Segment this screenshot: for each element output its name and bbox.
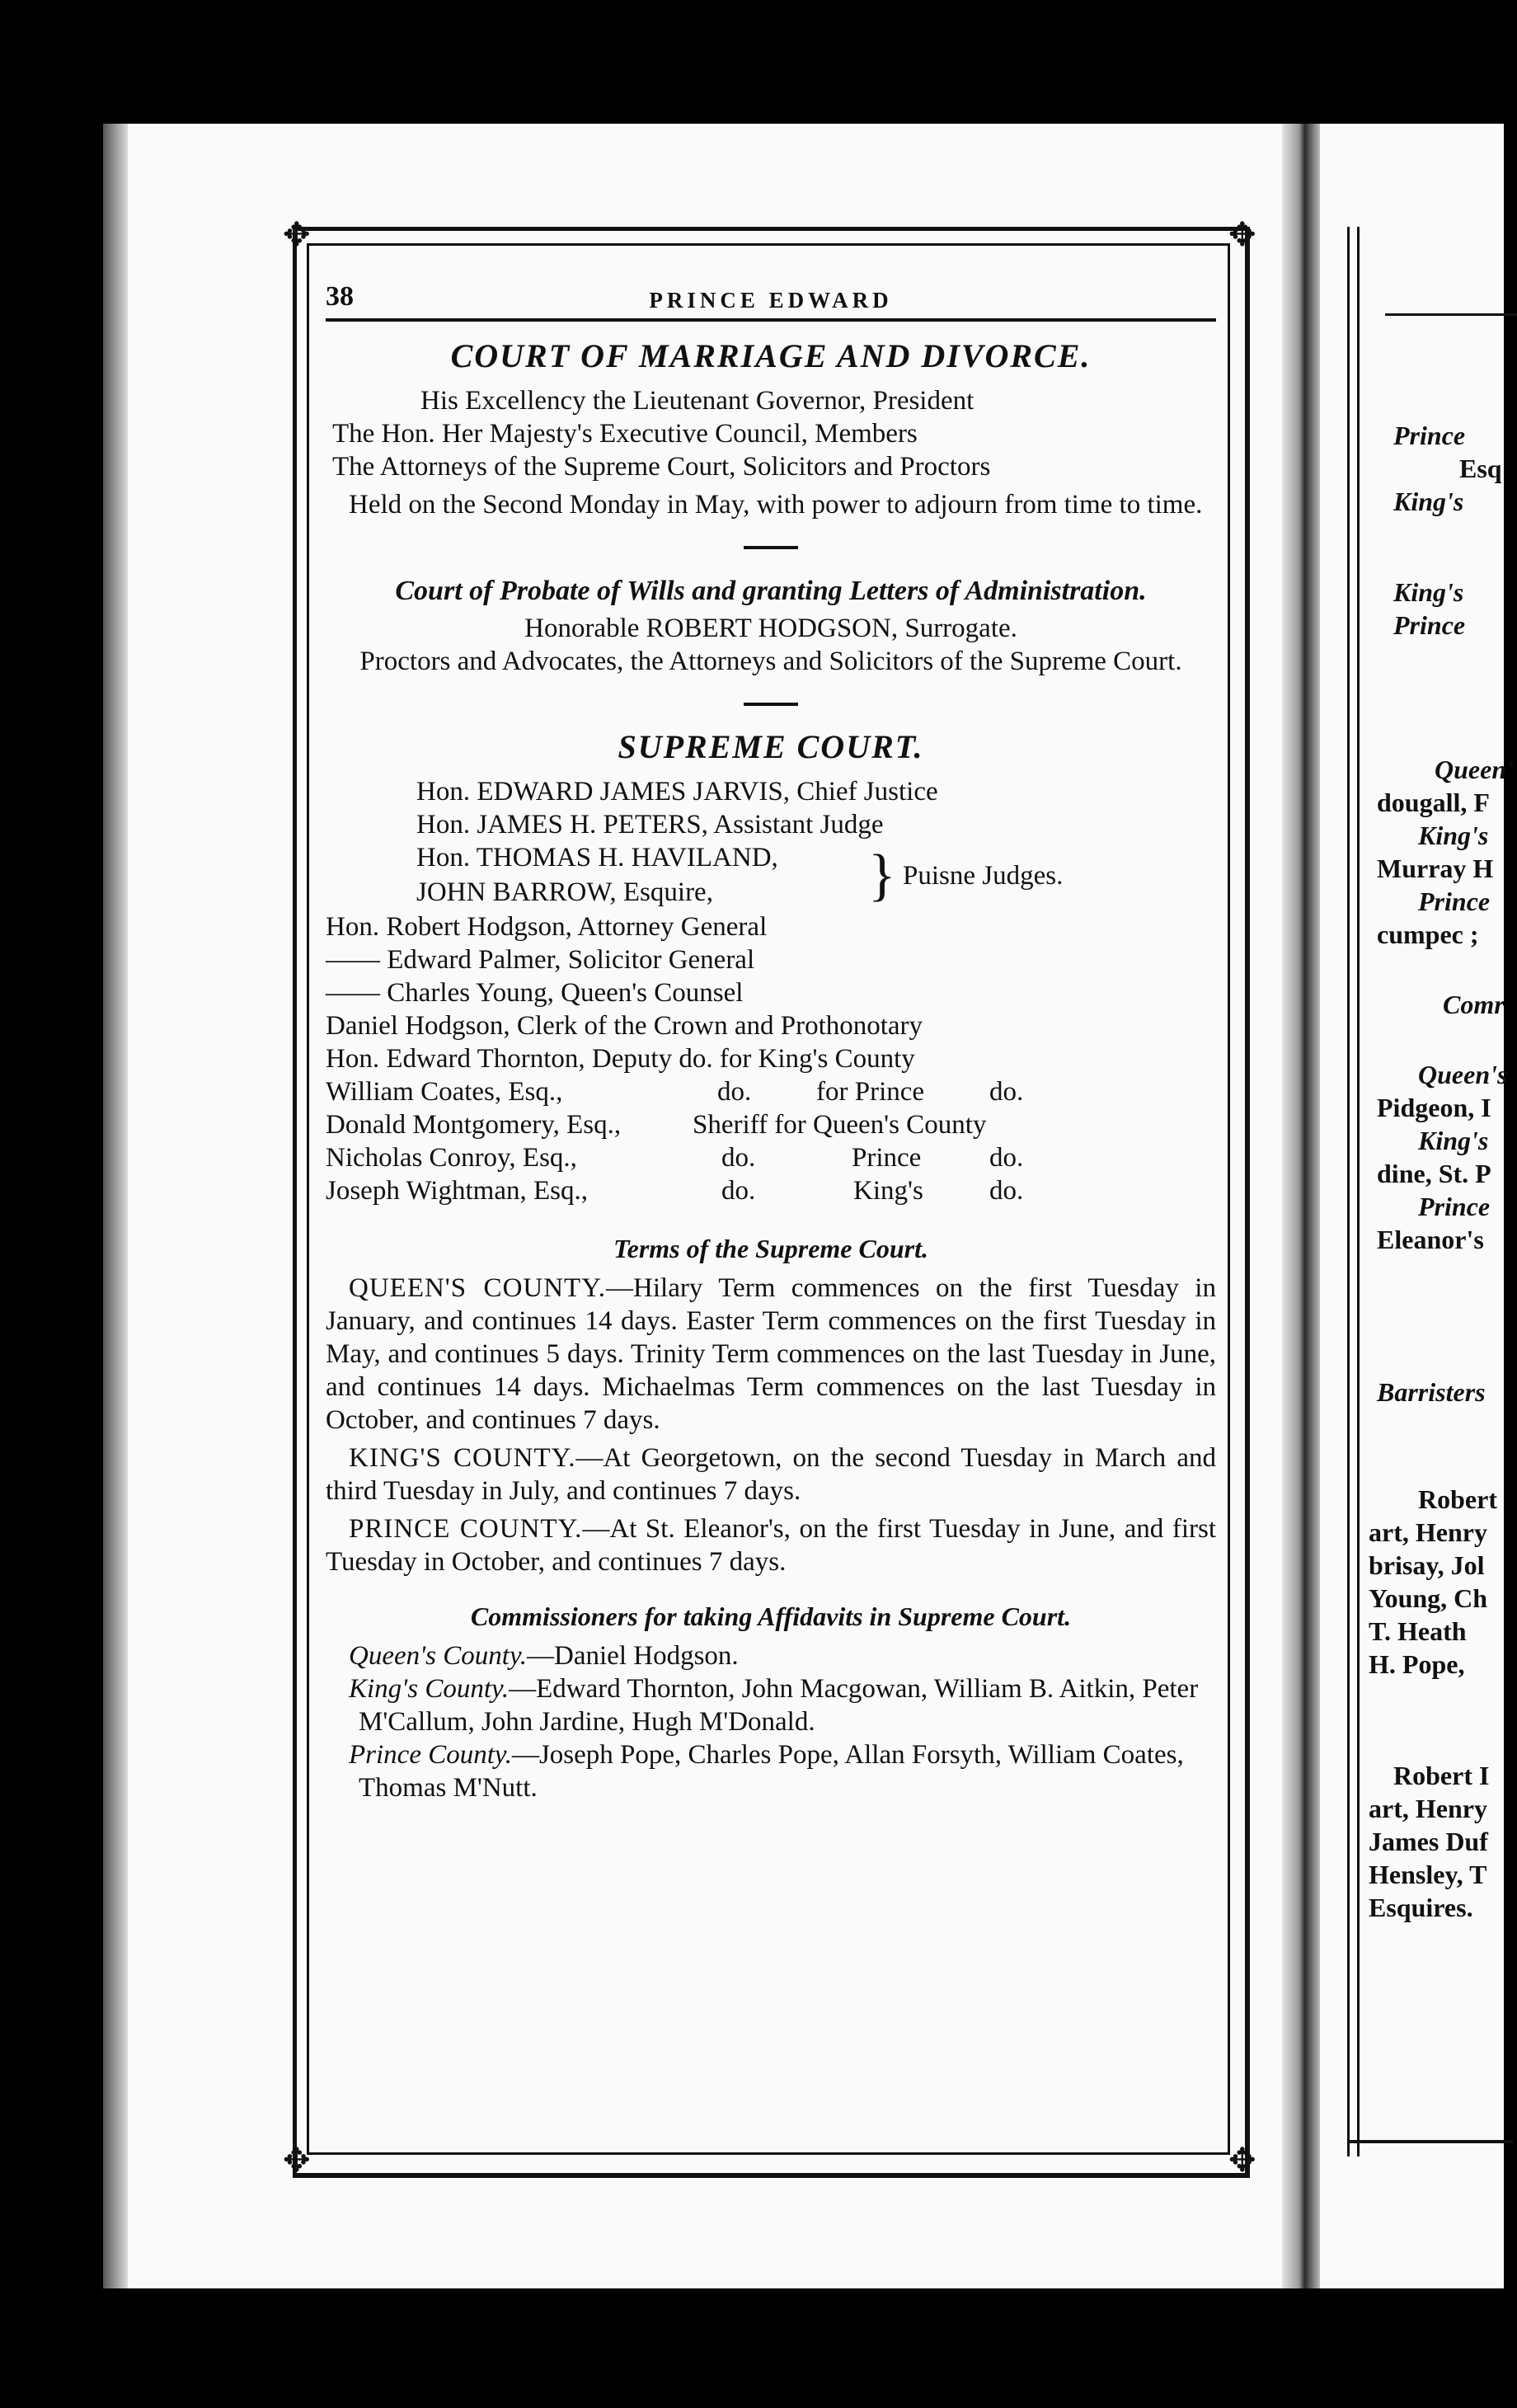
facing-fragment: James Duf — [1369, 1827, 1488, 1856]
page-border — [1357, 227, 1360, 2156]
facing-fragment: dougall, F — [1377, 788, 1490, 817]
puisne-judges — [326, 841, 1216, 910]
sheriff-ditto: do. — [721, 1176, 756, 1206]
facing-fragment: brisay, Jol — [1369, 1550, 1485, 1580]
county-label: PRINCE COUNTY. — [349, 1514, 583, 1544]
county-label: QUEEN'S COUNTY. — [349, 1273, 607, 1303]
sheriff-ditto: do. — [989, 1143, 1024, 1173]
section-divider — [744, 546, 798, 549]
chief-justice: Hon. EDWARD JAMES JARVIS, Chief Justice — [416, 777, 938, 807]
page-edge-shadow — [103, 124, 128, 2288]
facing-fragment: Comr — [1443, 990, 1505, 1019]
sheriff-row — [326, 1075, 1216, 1108]
facing-fragment: Esquires. — [1369, 1893, 1473, 1922]
section-divider — [744, 703, 798, 706]
book-gutter — [1282, 124, 1320, 2288]
facing-fragment: T. Heath — [1369, 1616, 1467, 1646]
facing-fragment: King's — [1418, 821, 1489, 850]
facing-fragment: Prince — [1418, 1192, 1491, 1221]
facing-fragment: Prince — [1393, 421, 1466, 450]
assistant-judge: Hon. JAMES H. PETERS, Assistant Judge — [416, 810, 884, 840]
puisne-label: Puisne Judges. — [903, 861, 1064, 891]
facing-fragment: Prince — [1418, 887, 1491, 916]
court-officer: —— Charles Young, Queen's Counsel — [326, 978, 744, 1008]
footer-rule — [1348, 2140, 1513, 2143]
probate-surrogate: Honorable ROBERT HODGSON, Surrogate. — [524, 614, 1017, 643]
sheriff-name: William Coates, Esq., — [326, 1077, 563, 1107]
court-officer: —— Edward Palmer, Solicitor General — [326, 945, 755, 975]
marriage-member: The Hon. Her Majesty's Executive Council, Members — [332, 419, 918, 449]
sheriff-office: Sheriff for Queen's County — [693, 1110, 987, 1140]
page-content — [326, 280, 1216, 1804]
marriage-sitting: Held on the Second Monday in May, with power to adjourn from time to time. — [349, 490, 1203, 520]
sheriff-ditto: do. — [721, 1143, 756, 1173]
prince-commissioners — [326, 1738, 1216, 1804]
page-border — [1347, 227, 1350, 2156]
sheriff-ditto: do. — [989, 1176, 1024, 1206]
sheriff-ditto: do. — [989, 1077, 1024, 1107]
header-rule — [1385, 313, 1517, 316]
facing-page — [1336, 227, 1514, 2189]
prince-county-terms — [326, 1512, 1216, 1578]
facing-fragment: art, Henry — [1369, 1517, 1487, 1547]
puisne-judge: Hon. THOMAS H. HAVILAND, — [416, 843, 778, 872]
left-page — [283, 216, 1266, 2180]
facing-fragment: Barristers — [1377, 1377, 1486, 1407]
corner-ornament-icon: ✥ — [283, 216, 311, 254]
terms-heading: Terms of the Supreme Court. — [613, 1234, 928, 1263]
county-label: King's County. — [349, 1674, 510, 1704]
term-text: —Hilary Term commences on the first Tuesday in January, and continues 14 days. Easter Term commences on the first Tuesday in May, and continues 5 days. Trinity Term commences on the last Tuesday in June, and continues 14 days. Michaelmas Term commences on the last Tuesday in October, and continues 7 days. — [326, 1273, 1216, 1435]
kings-county-terms — [326, 1442, 1216, 1507]
commissioners-heading: Commissioners for taking Affidavits in Supreme Court. — [470, 1601, 1072, 1631]
queens-county-terms — [326, 1272, 1216, 1437]
marriage-court-heading: COURT OF MARRIAGE AND DIVORCE. — [450, 337, 1092, 374]
sheriff-row — [326, 1108, 1216, 1141]
sheriff-county: Prince — [852, 1143, 922, 1173]
brace-icon: } — [868, 844, 896, 907]
queens-commissioners — [326, 1639, 1216, 1672]
facing-fragment: King's — [1418, 1126, 1489, 1155]
sheriff-name: Joseph Wightman, Esq., — [326, 1176, 588, 1206]
court-officer: Hon. Robert Hodgson, Attorney General — [326, 912, 768, 942]
county-label: Queen's County. — [349, 1641, 528, 1671]
corner-ornament-icon: ✥ — [1228, 2142, 1256, 2180]
probate-proctors: Proctors and Advocates, the Attorneys and Solicitors of the Supreme Court. — [359, 647, 1182, 676]
facing-fragment: Murray H — [1377, 854, 1494, 883]
sheriff-row — [326, 1174, 1216, 1207]
facing-fragment: King's — [1393, 487, 1464, 516]
sheriff-name: Nicholas Conroy, Esq., — [326, 1143, 577, 1173]
term-text: —At Georgetown, on the second Tuesday in March and third Tuesday in July, and continues 7 days. — [326, 1443, 1216, 1506]
county-label: Prince County. — [349, 1740, 512, 1770]
commissioner-names: —Joseph Pope, Charles Pope, Allan Forsyth, William Coates, Thomas M'Nutt. — [359, 1740, 1184, 1803]
probate-heading: Court of Probate of Wills and granting Letters of Administration. — [395, 576, 1147, 606]
facing-fragment: Queen's — [1418, 1060, 1508, 1089]
facing-fragment: Robert I — [1393, 1761, 1490, 1790]
running-title: PRINCE EDWARD — [649, 288, 893, 313]
commissioner-names: —Edward Thornton, John Macgowan, William B. Aitkin, Peter M'Callum, John Jardine, Hugh M'Donald. — [359, 1674, 1199, 1737]
facing-fragment: Queen' — [1435, 755, 1514, 784]
facing-fragment: dine, St. P — [1377, 1159, 1491, 1188]
sheriff-name: Donald Montgomery, Esq., — [326, 1110, 622, 1140]
facing-fragment: Esq — [1459, 454, 1502, 483]
sheriff-county: King's — [853, 1176, 923, 1206]
puisne-judge: JOHN BARROW, Esquire, — [416, 877, 713, 907]
commissioner-names: —Daniel Hodgson. — [527, 1641, 739, 1671]
supreme-court-heading: SUPREME COURT. — [618, 728, 924, 765]
sheriff-row — [326, 1141, 1216, 1174]
facing-fragment: Prince — [1393, 610, 1466, 640]
marriage-member: His Excellency the Lieutenant Governor, President — [420, 386, 975, 416]
sheriff-ditto: do. — [717, 1077, 752, 1107]
term-text: —At St. Eleanor's, on the first Tuesday in June, and first Tuesday in October, and continues 7 days. — [326, 1514, 1216, 1577]
corner-ornament-icon: ✥ — [1228, 216, 1256, 254]
facing-fragment: Young, Ch — [1369, 1583, 1488, 1613]
facing-fragment: Hensley, T — [1369, 1860, 1487, 1889]
court-officer: Daniel Hodgson, Clerk of the Crown and Prothonotary — [326, 1011, 923, 1041]
running-header — [326, 280, 1216, 322]
facing-fragment: cumpec ; — [1377, 919, 1479, 949]
county-label: KING'S COUNTY. — [349, 1443, 576, 1473]
court-officer: Hon. Edward Thornton, Deputy do. for King's County — [326, 1044, 915, 1074]
facing-fragment: H. Pope, — [1369, 1649, 1465, 1679]
marriage-member: The Attorneys of the Supreme Court, Solicitors and Proctors — [332, 452, 991, 482]
facing-fragment: art, Henry — [1369, 1794, 1487, 1823]
kings-commissioners — [326, 1672, 1216, 1738]
sheriff-county: for Prince — [816, 1077, 925, 1107]
facing-fragment: Pidgeon, I — [1377, 1093, 1491, 1122]
facing-fragment: Eleanor's — [1377, 1225, 1484, 1254]
facing-fragment: King's — [1393, 577, 1464, 607]
facing-fragment: Robert — [1418, 1484, 1497, 1514]
page-number: 38 — [326, 281, 354, 312]
corner-ornament-icon: ✥ — [283, 2142, 311, 2180]
